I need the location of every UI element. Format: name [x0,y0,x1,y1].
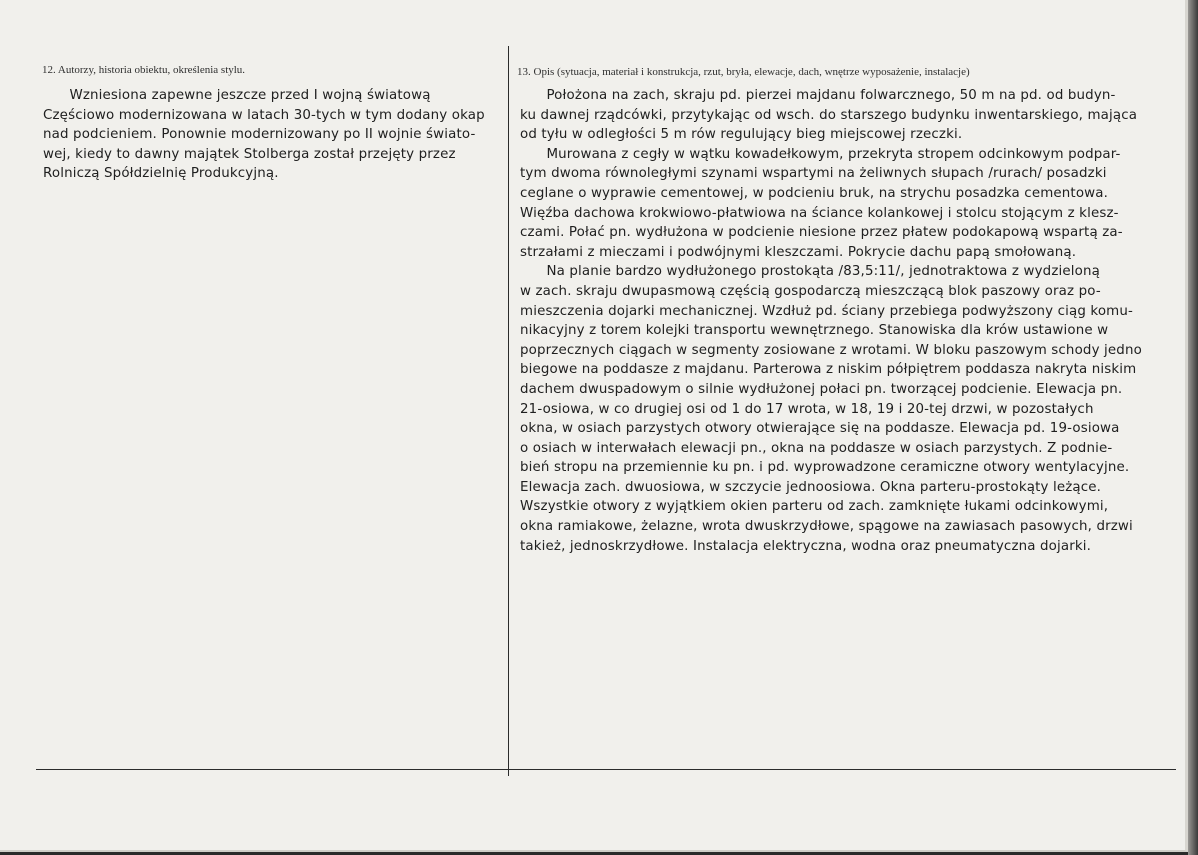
text-line: Położona na zach, skraju pd. pierzei majdanu folwarcznego, 50 m na pd. od budyn- [520,88,1116,103]
text-line: 21-osiowa, w co drugiej osi od 1 do 17 wrota, w 18, 19 i 20-tej drzwi, w pozostałych [520,401,1094,417]
text-line: w zach. skraju dwupasmową częścią gospodarczą mieszczącą blok paszowy oraz po- [520,283,1101,299]
text-line: nad podcieniem. Ponownie modernizowany po II wojnie świato- [43,127,476,143]
text-line: od tyłu w odległości 5 m rów regulujący bieg miejscowej rzeczki. [520,127,963,143]
section-13-label: 13. Opis (sytuacja, materiał i konstrukcja, rzut, bryła, elewacje, dach, wnętrze wyposażenie, instalacje) [517,66,970,78]
text-line: poprzecznych ciągach w segmenty zosiowane z wrotami. W bloku paszowym schody jedno [520,342,1142,358]
text-line: Więźba dachowa krokwiowo-płatwiowa na ściance kolankowej i stolcu stojącym z klesz- [520,205,1119,221]
text-line: mieszczenia dojarki mechanicznej. Wzdłuż pd. ściany przebiega podwyższony ciąg komu- [520,303,1133,319]
text-line: ceglane o wyprawie cementowej, w podcieniu bruk, na strychu posadzka cementowa. [520,185,1109,201]
section-12-label: 12. Autorzy, historia obiektu, określenia stylu. [42,64,246,76]
text-line: takież, jednoskrzydłowe. Instalacja elektryczna, wodna oraz pneumatyczna dojarki. [520,538,1092,554]
text-line: Wszystkie otwory z wyjątkiem okien parteru od zach. zamknięte łukami odcinkowymi, [520,499,1109,515]
text-line: strzałami z mieczami i podwójnymi kleszczami. Pokrycie dachu papą smołowaną. [520,244,1077,260]
page-edge-shadow [1188,0,1198,855]
column-divider [508,46,509,776]
text-line: Wzniesiona zapewne jeszcze przed I wojną światową [43,88,431,103]
text-line: dachem dwuspadowym o silnie wydłużonej połaci pn. tworzącej podcienie. Elewacja pn. [520,381,1123,397]
text-line: Częściowo modernizowana w latach 30-tych w tym dodany okap [43,107,485,123]
text-line: nikacyjny z torem kolejki transportu wewnętrznego. Stanowiska dla krów ustawione w [520,323,1109,339]
section-12-text [43,86,485,184]
text-line: Murowana z cegły w wątku kowadełkowym, przekryta stropem odcinkowym podpar- [520,146,1121,162]
text-line: okna, w osiach parzystych otwory otwierające się na poddasze. Elewacja pd. 19-osiowa [520,421,1120,437]
text-line: ku dawnej rządcówki, przytykając od wsch. do starszego budynku inwentarskiego, mająca [520,107,1138,123]
section-13-text [520,86,1142,556]
text-line: Rolniczą Spółdzielnię Produkcyjną. [43,166,279,182]
text-line: okna ramiakowe, żelazne, wrota dwuskrzydłowe, spągowe na zawiasach pasowych, drzwi [520,519,1133,535]
text-line: czami. Połać pn. wydłużona w podcienie niesione przez płatew podokapową wspartą za- [520,225,1123,241]
text-line: wej, kiedy to dawny majątek Stolberga został przejęty przez [43,146,456,162]
text-line: Na planie bardzo wydłużonego prostokąta /83,5:11/, jednotraktowa z wydzieloną [520,264,1100,280]
text-line: biegowe na poddasze z majdanu. Parterowa z niskim półpiętrem poddasza nakryta niskim [520,362,1137,378]
text-line: bień stropu na przemiennie ku pn. i pd. wyprowadzone ceramiczne otwory wentylacyjne. [520,460,1130,476]
text-line: o osiach w interwałach elewacji pn., okna na poddasze w osiach parzystych. Z podnie- [520,440,1113,456]
text-line: Elewacja zach. dwuosiowa, w szczycie jednoosiowa. Okna parteru-prostokąty leżące. [520,479,1102,495]
bottom-rule [36,769,1176,770]
text-line: tym dwoma równoległymi szynami wspartymi na żeliwnych słupach /rurach/ posadzki [520,166,1107,182]
